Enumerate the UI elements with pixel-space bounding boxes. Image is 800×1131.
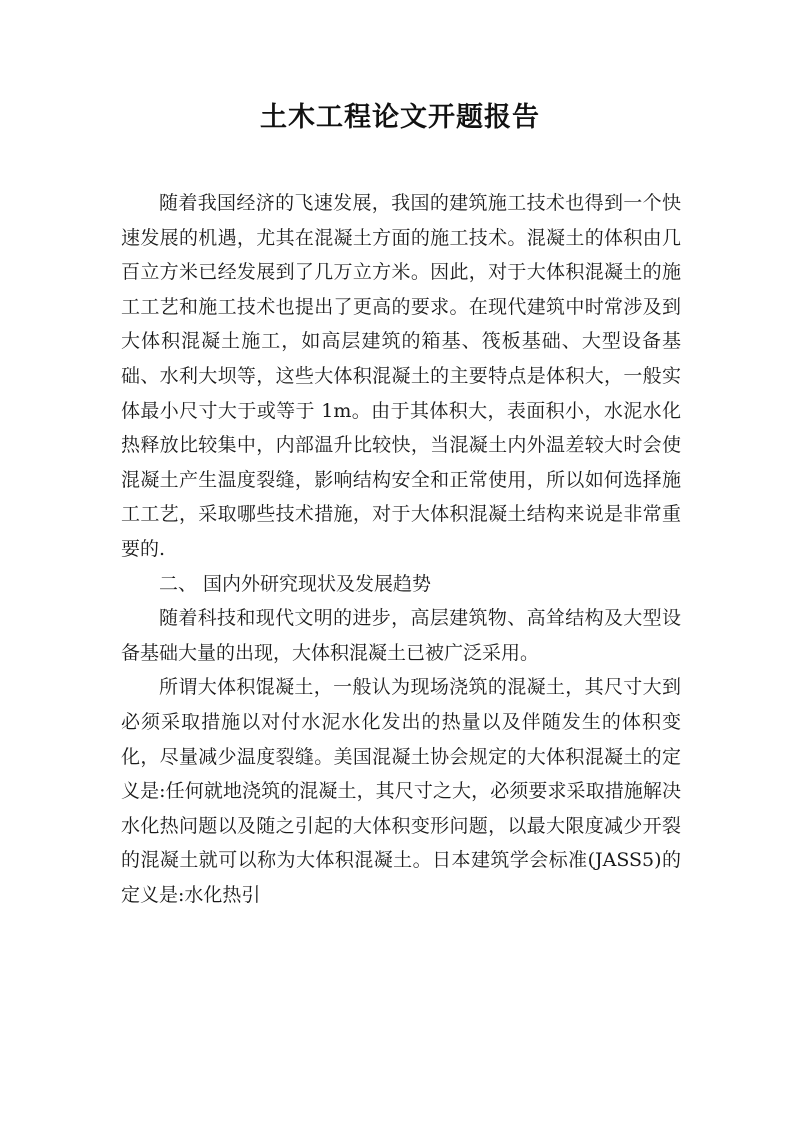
- document-title: 土木工程论文开题报告: [260, 102, 540, 133]
- document-body: [121, 186, 681, 912]
- paragraph-intro: 随着我国经济的飞速发展，我国的建筑施工技术也得到一个快速发展的机遇，尤其在混凝土方面的施工技术。混凝土的体积由几百立方米已经发展到了几万立方米。因此，对于大体积混凝土的施工工艺和施工技术也提出了更高的要求。在现代建筑中时常涉及到大体积混凝土施工，如高层建筑的箱基、筏板基础、大型设备基础、水利大坝等，这些大体积混凝土的主要特点是体积大，一般实体最小尺寸大于或等于 1m。由于其体积大，表面积小，水泥水化热释放比较集中，内部温升比较快，当混凝土内外温差较大时会使混凝土产生温度裂缝，影响结构安全和正常使用，所以如何选择施工工艺，采取哪些技术措施，对于大体积混凝土结构来说是非常重要的.: [121, 192, 681, 560]
- paragraph-definition: 所谓大体积馄凝土，一般认为现场浇筑的混凝土，其尺寸大到必须采取措施以对付水泥水化发出的热量以及伴随发生的体积变化，尽量减少温度裂缝。美国混凝土协会规定的大体积混凝土的定义是:任何就地浇筑的混凝土，其尺寸之大，必须要求采取措施解决水化热问题以及随之引起的大体积变形问题，以最大限度减少开裂的混凝土就可以称为大体积混凝土。日本建筑学会标准(JASS5)的定义是:水化热引: [121, 676, 681, 906]
- section-heading: 二、 国内外研究现状及发展趋势: [159, 572, 432, 595]
- paragraph-research-background: 随着科技和现代文明的进步，高层建筑物、高耸结构及大型设备基础大量的出现，大体积混凝土已被广泛采用。: [121, 607, 681, 664]
